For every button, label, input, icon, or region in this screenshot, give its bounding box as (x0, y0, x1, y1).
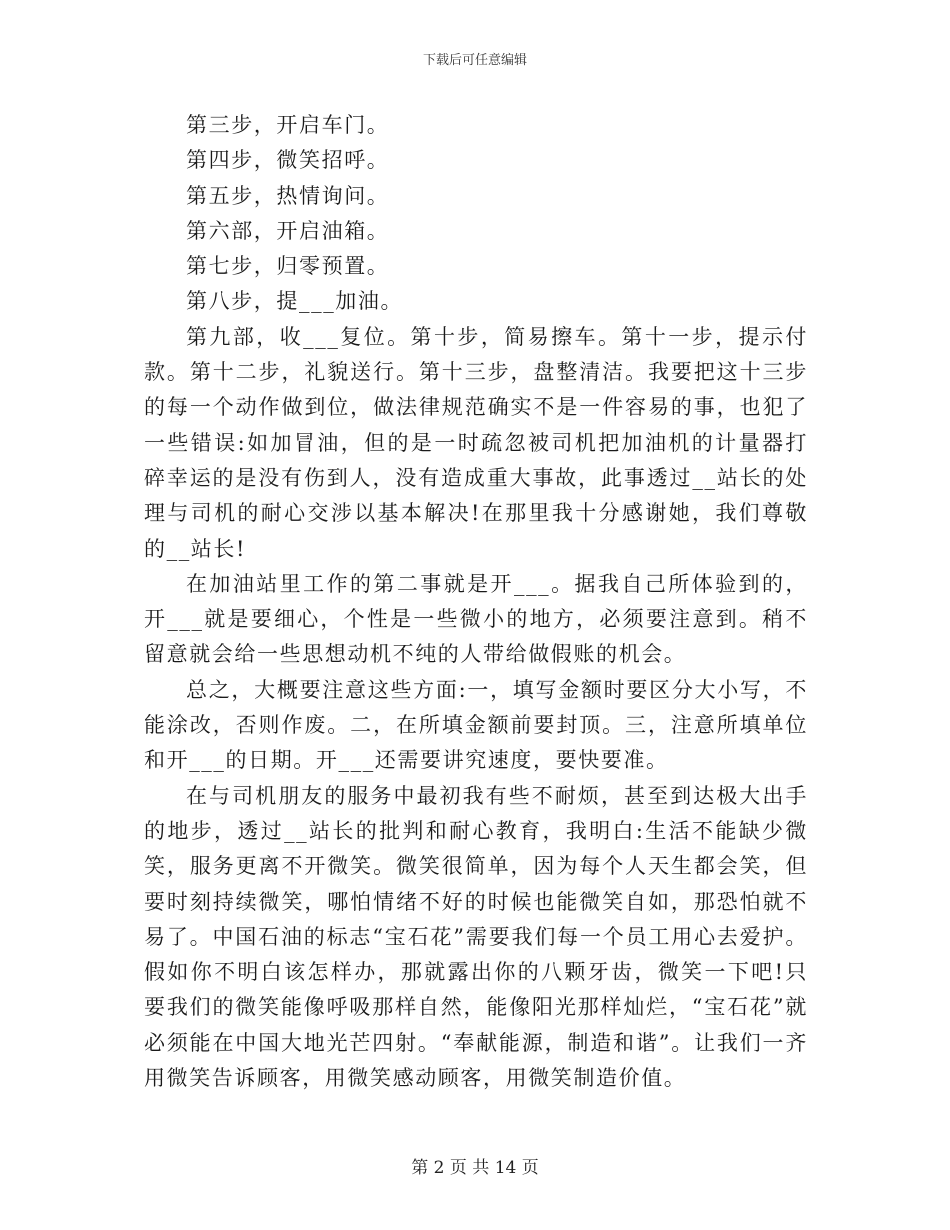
paragraph-step-7: 第七步，归零预置。 (186, 254, 390, 279)
paragraph-invoicing: 在加油站里工作的第二事就是开___。据我自己所体验到的，开___就是要细心，个性是一些微小的地方，必须要注意到。稍不留意就会给一些思想动机不纯的人带给做假账的机会。 (144, 571, 808, 667)
document-body (144, 108, 808, 1096)
page-header: 下载后可任意编辑 (422, 53, 527, 68)
page-number: 第 2 页 共 14 页 (411, 1158, 539, 1178)
paragraph-summary: 总之，大概要注意这些方面:一，填写金额时要区分大小写，不能涂改，否则作废。二，在所填金额前要封顶。三，注意所填单位和开___的日期。开___还需要讲究速度，要快要准。 (144, 677, 808, 773)
paragraph-step-5: 第五步，热情询问。 (186, 183, 390, 208)
paragraph-smile-service: 在与司机朋友的服务中最初我有些不耐烦，甚至到达极大出手的地步，透过__站长的批判和耐心教育，我明白:生活不能缺少微笑，服务更离不开微笑。微笑很简单，因为每个人天生都会笑，但要时刻持续微笑，哪怕情绪不好的时候也能微笑自如，那恐怕就不易了。中国石油的标志“宝石花”需要我们每一个员工用心去爱护。假如你不明白该怎样办，那就露出你的八颗牙齿，微笑一下吧!只要我们的微笑能像呼吸那样自然，能像阳光那样灿烂，“宝石花”就必须能在中国大地光芒四射。“奉献能源，制造和谐”。让我们一齐用微笑告诉顾客，用微笑感动顾客，用微笑制造价值。 (144, 783, 808, 1091)
paragraph-step-3: 第三步，开启车门。 (186, 113, 390, 137)
paragraph-step-9-13: 第九部，收___复位。第十步，简易擦车。第十一步，提示付款。第十二步，礼貌送行。第十三步，盘整清洁。我要把这十三步的每一个动作做到位，做法律规范确实不是一件容易的事，也犯了一些错误:如加冒油，但的是一时疏忽被司机把加油机的计量器打碎幸运的是没有伤到人，没有造成重大事故，此事透过__站长的处理与司机的耐心交涉以基本解决!在那里我十分感谢她，我们尊敬的__站长! (144, 324, 808, 561)
paragraph-step-6: 第六部，开启油箱。 (186, 218, 390, 243)
paragraph-step-4: 第四步，微笑招呼。 (186, 148, 390, 173)
paragraph-step-8: 第八步，提___加油。 (186, 289, 404, 314)
